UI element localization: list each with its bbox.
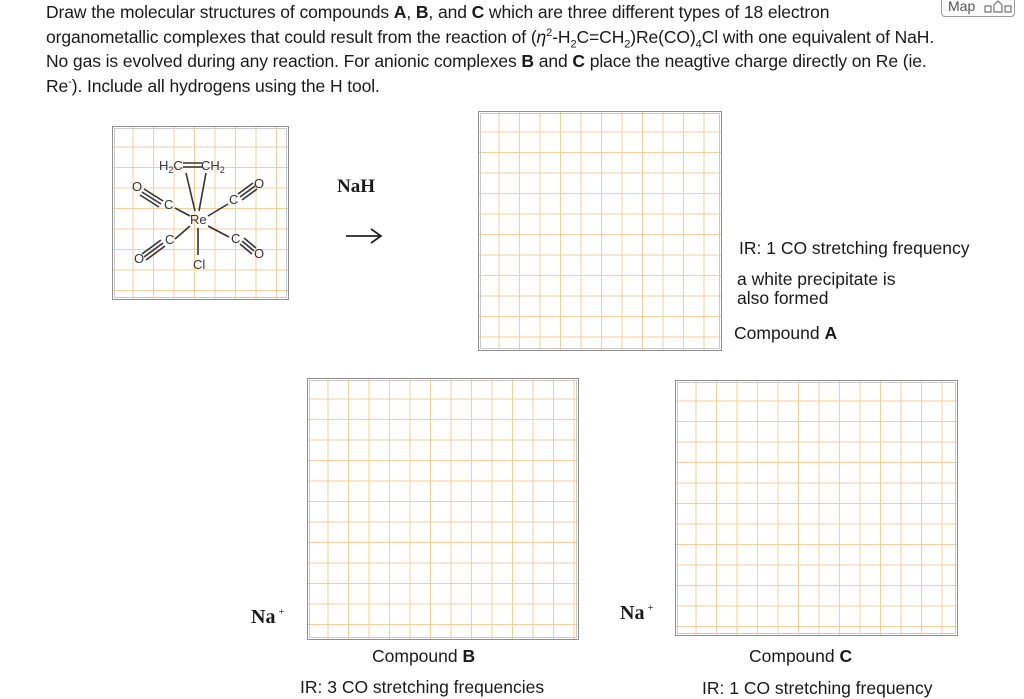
question-part: , [406,2,416,22]
question-text [46,0,946,98]
compound-c-label: Compound C [749,646,853,666]
compound-a-ref: A [393,2,407,22]
carbonyl-carbon: C [229,192,239,207]
note-line: also formed [737,288,829,308]
compound-c-counterion: Na + [620,602,654,624]
map-button-label: Map [948,0,976,14]
subscript: 2 [570,38,577,50]
question-part: , and [428,2,472,22]
eta-superscript: 2 [546,26,553,39]
rhenium-label: Re [190,212,207,227]
compound-c-ref: C [572,51,585,71]
carbonyl-carbon: C [165,232,175,247]
chloride-label: Cl [193,257,206,272]
carbonyl-oxygen: O [254,246,265,261]
note-line: a white precipitate is [737,269,896,289]
carbonyl-carbon: C [164,197,174,212]
compound-b-ir: IR: 3 CO stretching frequencies [300,677,545,697]
charge-superscript: - [68,75,72,88]
question-part: Cl with one equivalent of NaH. No gas is evolved during any reaction. For anionic complexes [46,26,935,71]
question-part: and [533,51,573,71]
question-part: place the neagtive charge directly on Re (ie. Re [46,51,927,96]
compound-a-canvas[interactable] [478,111,722,351]
carbonyl-carbon: C [231,231,241,246]
question-part: Draw the molecular structures of compounds [46,2,394,22]
carbonyl-oxygen: O [132,179,143,194]
compound-c-ref: C [471,2,485,22]
reaction-arrow-icon [345,226,383,246]
compound-a-note [737,270,937,308]
question-part: which are three different types of 18 electron organometallic complexes that could result from the reaction of ( [46,2,830,47]
reactant-molecule [113,127,290,301]
question-part: -H [552,26,571,47]
compound-a-ir: IR: 1 CO stretching frequency [739,238,970,258]
question-part: C=CH [576,26,625,47]
eta-symbol: η [536,26,547,47]
reactant-structure-panel [112,126,289,300]
reagent-label: NaH [337,176,375,197]
compound-b-label: Compound B [372,646,476,666]
h2c-label: $H_2C$ [159,158,183,175]
compound-b-counterion: Na + [251,606,285,628]
compound-c-ir: IR: 1 CO stretching frequency [702,678,933,698]
compound-c-canvas[interactable] [675,380,958,636]
carbonyl-oxygen: O [254,176,265,191]
subscript: 4 [695,38,702,50]
map-icon [984,0,1012,13]
subscript: 2 [624,38,631,50]
compound-a-label: Compound A [734,323,838,343]
compound-b-ref: B [415,2,429,22]
question-part: ). Include all hydrogens using the H tool. [71,75,380,96]
map-button[interactable] [941,0,1015,17]
ch2-label: $CH_2$ [201,158,225,175]
carbonyl-oxygen: O [134,251,145,266]
compound-b-canvas[interactable] [307,378,579,640]
question-part: )Re(CO) [630,26,696,47]
compound-b-ref: B [521,51,534,71]
